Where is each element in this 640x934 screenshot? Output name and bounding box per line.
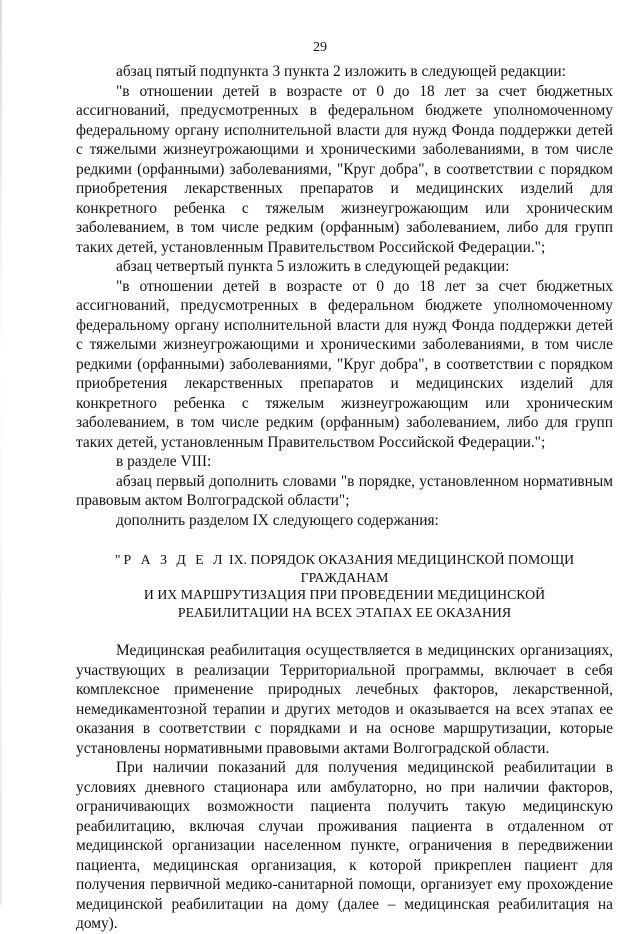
paragraph-abzac-first: абзац первый дополнить словами "в порядке, установленном нормативным правовым актом Волгоградской области"; [76,472,613,509]
section-heading-line-3: РЕАБИЛИТАЦИИ НА ВСЕХ ЭТАПАХ ЕЕ ОКАЗАНИЯ [177,604,512,620]
paragraph-quote-2: "в отношении детей в возрасте от 0 до 18 лет за счет бюджетных ассигнований, предусмотренных в федеральном бюджете уполномоченному федеральному органу исполнительной власти для нужд Фонда поддержки детей с тяжелыми жизнеугрожающими и хроническими заболеваниями, в том числе редкими (орфанными) заболеваниями, "Круг добра", в соответствии с порядком приобретения лекарственных препаратов и медицинских изделий для конкретного ребенка с тяжелым жизнеугрожающим или хроническим заболеванием, в том числе редким (орфанным) заболеванием, либо для групп таких детей, установленным Правительством Российской Федерации."; [76,277,613,451]
section-heading-line-1 [76,551,613,586]
section-heading [76,551,613,621]
paragraph-home-rehabilitation: При наличии показаний для получения медицинской реабилитации в условиях дневного стационара или амбулаторно, но при наличии факторов, ограничивающих возможности пациента получить такую медицинскую реабилитацию, включая случаи проживания пациента в отдаленном от медицинской организации населенном пункте, ограничения в передвижении пациента, медицинская организация, к которой прикреплен пациент для получения первичной медико-санитарной помощи, организует ему прохождение медицинской реабилитации на дому (далее – медицинская реабилитация на дому). [76,759,613,932]
paragraph-amend-abzac-4: абзац четвертый пункта 5 изложить в следующей редакции: [116,258,510,275]
section-heading-prefix: "Р А З Д Е Л [114,552,226,567]
paragraph-section-viii: в разделе VIII: [116,453,212,470]
paragraph-amend-abzac-5: абзац пятый подпункта 3 пункта 2 изложить в следующей редакции: [116,63,566,80]
paragraph-rehabilitation: Медицинская реабилитация осуществляется в медицинских организациях, участвующих в реализации Территориальной программы, включает в себя комплексное применение природных лечебных факторов, лекарственной, немедикаментозной терапии и других методов и оказывается на всех этапах ее оказания в соответствии с порядками и на основе маршрутизации, которые установлены нормативными правовыми актами Волгоградской области. [76,642,613,757]
paragraph-quote-1: "в отношении детей в возрасте от 0 до 18 лет за счет бюджетных ассигнований, предусмотренных в федеральном бюджете уполномоченному федеральному органу исполнительной власти для нужд Фонда поддержки детей с тяжелыми жизнеугрожающими и хроническими заболеваниями, в том числе редкими (орфанными) заболеваниями, "Круг добра", в соответствии с порядком приобретения лекарственных препаратов и медицинских изделий для конкретного ребенка с тяжелым жизнеугрожающим или хроническим заболеванием, в том числе редким (орфанным) заболеванием, либо для групп таких детей, установленным Правительством Российской Федерации."; [76,82,613,256]
section-heading-title-1: IX. ПОРЯДОК ОКАЗАНИЯ МЕДИЦИНСКОЙ ПОМОЩИ ГРАЖДАНАМ [228,552,575,585]
paragraph-add-section-ix: дополнить разделом IX следующего содержания: [116,511,439,529]
document-body [76,62,613,934]
page-number: 29 [313,40,327,55]
section-heading-line-2: И ИХ МАРШРУТИЗАЦИЯ ПРИ ПРОВЕДЕНИИ МЕДИЦИНСКОЙ [143,587,546,602]
scan-edge-shadow [0,0,2,905]
